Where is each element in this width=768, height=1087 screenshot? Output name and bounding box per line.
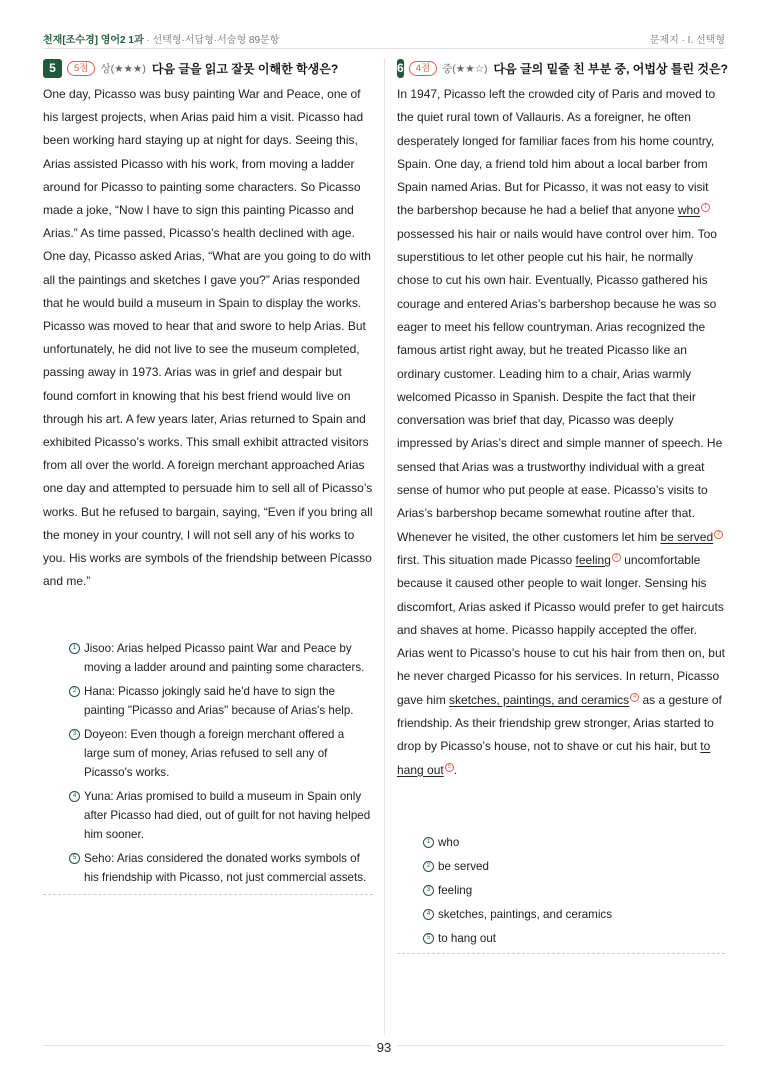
underlined-phrase-1: who <box>677 203 700 218</box>
question-number-badge: 5 <box>43 59 62 78</box>
underlined-phrase-4: sketches, paintings, and ceramics <box>449 692 630 707</box>
marker-2-icon: 2 <box>714 530 723 539</box>
choice-item[interactable] <box>43 787 373 844</box>
choice-number-icon: 3 <box>69 729 80 740</box>
choice-item[interactable] <box>397 881 725 900</box>
choice-number-icon: 4 <box>69 791 80 802</box>
choice-item[interactable] <box>397 929 725 948</box>
page-header <box>43 31 725 47</box>
choice-item[interactable] <box>397 857 725 876</box>
choice-item[interactable] <box>43 849 373 887</box>
difficulty-level: 상(★★★) <box>100 62 146 75</box>
choice-text: feeling <box>438 883 473 897</box>
choice-number-icon: 2 <box>69 686 80 697</box>
choice-number-icon: 2 <box>423 861 434 872</box>
passage-text: . <box>453 762 458 777</box>
underlined-phrase-5: to hang out <box>397 739 711 777</box>
passage-text: as a gesture of friendship. As their friendship grew stronger, Arias started to drop by Picasso’s house, not to shave or cut his hair, but <box>397 692 722 754</box>
choice-item[interactable] <box>43 639 373 677</box>
choice-text: sketches, paintings, and ceramics <box>438 907 612 921</box>
marker-4-icon: 4 <box>630 693 639 702</box>
choice-item[interactable] <box>397 833 725 852</box>
underlined-phrase-2: be served <box>660 529 714 544</box>
question-end-divider <box>397 953 725 954</box>
marker-5-icon: 5 <box>445 763 454 772</box>
choice-text: Seho: Arias considered the donated works symbols of his friendship with Picasso, not just commercial assets. <box>84 852 367 885</box>
passage-text: uncomfortable because it caused other people to wait longer. Sensing his discomfort, Arias asked if Picasso would prefer to get haircuts and shaves at home. Picasso happily accepted the offer. Arias went to Picasso’s house to cut his hair from then on, but he never charged Picasso for his services. In return, Picasso gave him <box>397 552 725 707</box>
choice-text: to hang out <box>438 931 497 945</box>
question-end-divider <box>43 894 373 895</box>
choice-number-icon: 5 <box>69 853 80 864</box>
question-title: 다음 글의 밑줄 친 부분 중, 어법상 틀린 것은? <box>493 61 728 76</box>
column-divider <box>384 58 385 1035</box>
question-6 <box>397 58 728 954</box>
choice-number-icon: 3 <box>423 885 434 896</box>
header-left <box>43 31 279 46</box>
points-badge: 5점 <box>67 61 95 76</box>
header-section-label: 문제지 · I. 선택형 <box>649 35 725 46</box>
difficulty-level: 중(★★☆) <box>442 62 488 75</box>
choice-text: Hana: Picasso jokingly said he'd have to sign the painting "Picasso and Arias" because of Arias's help. <box>84 685 354 718</box>
header-divider <box>43 48 725 49</box>
page-number-wrap <box>0 1040 768 1055</box>
choice-text: Jisoo: Arias helped Picasso paint War and Peace by moving a ladder around and painting some characters. <box>84 642 365 675</box>
question-title: 다음 글을 읽고 잘못 이해한 학생은? <box>151 61 339 76</box>
choice-number-icon: 1 <box>423 837 434 848</box>
choice-item[interactable] <box>397 905 725 924</box>
header-brand: 천재[조수경] 영어2 1과 <box>43 35 144 46</box>
reading-passage <box>397 83 725 782</box>
choice-item[interactable] <box>43 725 373 782</box>
marker-3-icon: 3 <box>612 553 621 562</box>
question-6-header <box>397 58 728 78</box>
header-subtitle: · 선택형·서답형·서술형 89문항 <box>143 35 280 46</box>
choice-number-icon: 4 <box>423 909 434 920</box>
choice-text: Doyeon: Even though a foreign merchant offered a large sum of money, Arias refused to sell any of Picasso's works. <box>84 728 345 780</box>
choice-number-icon: 1 <box>69 643 80 654</box>
choice-text: Yuna: Arias promised to build a museum in Spain only after Picasso had died, out of guilt for not having helped him sooner. <box>84 790 371 842</box>
answer-choices <box>397 833 725 948</box>
underlined-phrase-3: feeling <box>575 552 611 567</box>
question-5-header <box>43 58 373 78</box>
choice-text: be served <box>438 859 489 873</box>
question-number-badge: 6 <box>397 59 404 78</box>
passage-text: possessed his hair or nails would have control over him. Too superstitious to let other people cut his hair, he normally chose to cut his own hair. Eventually, Picasso gathered his courage and entered Arias’s barbershop because he was so eager to meet his fellow countryman. Arias recognized the famous artist right away, but he treated Picasso like an ordinary customer. Leading him to a chair, Arias warmly welcomed Picasso in Spanish. Despite the fact that their conversation was brief that day, Picasso was deeply impressed by Arias’s direct and simple manner of speech. He sensed that Arias was a trustworthy individual with a great sense of humor who put people at ease. Picasso’s visits to Arias’s barbershop became somewhat routine after that. Whenever he visited, the other customers let him <box>397 226 723 544</box>
page-number: 93 <box>371 1040 397 1055</box>
choice-number-icon: 5 <box>423 933 434 944</box>
choice-text: who <box>438 835 460 849</box>
passage-text: first. This situation made Picasso <box>397 552 576 567</box>
choice-item[interactable] <box>43 682 373 720</box>
marker-1-icon: 1 <box>701 203 710 212</box>
answer-choices <box>43 639 373 887</box>
question-5 <box>43 58 373 895</box>
reading-passage: One day, Picasso was busy painting War and Peace, one of his largest projects, when Arias paid him a visit. Picasso had been working hard staying up at night for days. Seeing this, Arias assisted Picasso with his work, from moving a ladder around for Picasso to painting some characters. So Picasso made a joke, “Now I have to sign this painting Picasso and Arias.” As time passed, Picasso’s health declined with age. One day, Picasso asked Arias, “What are you going to do with all the paintings and sketches I gave you?” Arias responded that he would build a museum in Spain to display the works. Picasso was moved to hear that and swore to help Arias. But unfortunately, he did not live to see the museum completed, passing away in 1973. Arias was in grief and despair but found comfort in knowing that his best friend would live on through his art. A few years later, Arias returned to Spain and exhibited Picasso’s works. This small exhibit attracted visitors from all over the world. A foreign merchant approached Arias one day and attempted to persuade him to sell all of Picasso’s works. But he refused to bargain, saying, “Even if you bring all the money in your country, I will not sell any of his works to you. His works are symbols of the friendship between Picasso and me.” <box>43 87 373 589</box>
passage-text: In 1947, Picasso left the crowded city of Paris and moved to the quiet rural town of Vallauris. As a foreigner, he often desperately longed for familiar faces from his home country, Spain. One day, a friend told him about a local barber from Spain named Arias. But for Picasso, it was not easy to visit the barbershop because he had a belief that anyone <box>397 87 716 218</box>
points-badge: 4점 <box>409 61 437 76</box>
